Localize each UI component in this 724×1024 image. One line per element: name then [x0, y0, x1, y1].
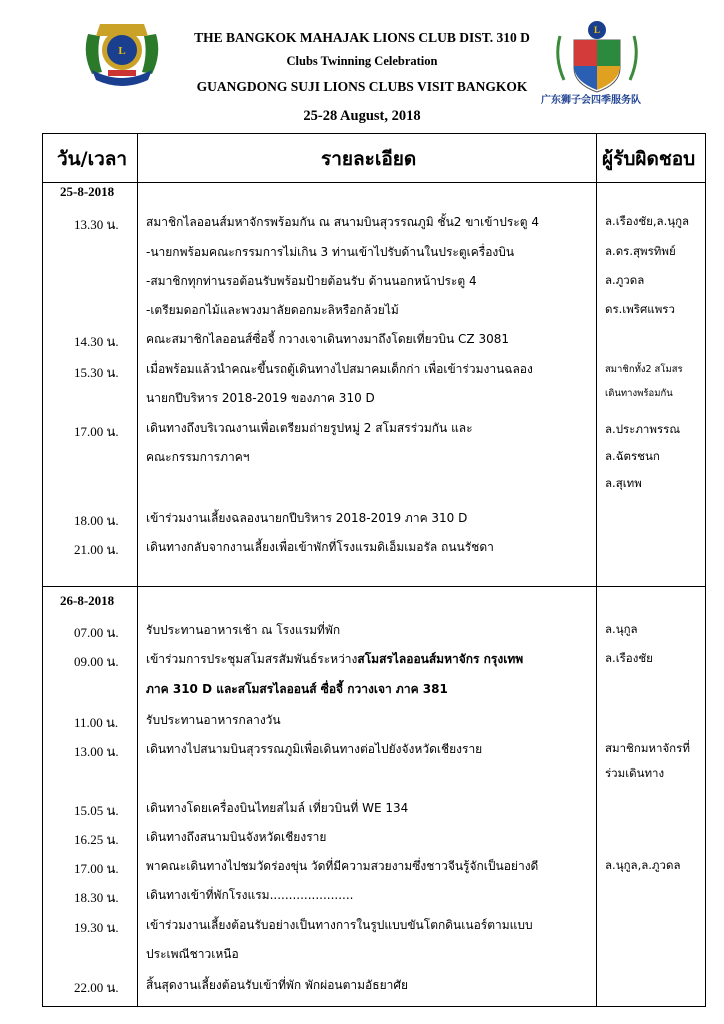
schedule-detail: นายกปีบริหาร 2018-2019 ของภาค 310 D: [146, 391, 375, 405]
day-date: 26-8-2018: [60, 593, 115, 608]
right-logo-caption: 广东狮子会四季服务队: [541, 95, 641, 106]
schedule-detail: เดินทางกลับจากงานเลี้ยงเพื่อเข้าพักที่โรงแรมดิเอ็มเมอรัล ถนนรัชดา: [146, 540, 494, 554]
event-dates: 25-28 August, 2018: [303, 108, 421, 124]
schedule-time: 14.30 น.: [74, 334, 119, 349]
visit-title: GUANGDONG SUJI LIONS CLUBS VISIT BANGKOK: [196, 79, 528, 94]
schedule-detail: เดินทางโดยเครื่องบินไทยสไมล์ เที่ยวบินที่ WE 134: [146, 801, 409, 815]
responsible-person: ล.ประภาพรรณ: [605, 422, 680, 436]
schedule-detail: พาคณะเดินทางไปชมวัดร่องขุ่น วัดที่มีความสวยงามซึ่งชาวจีนรู้จักเป็นอย่างดี: [146, 859, 539, 873]
table-day-divider: [43, 586, 705, 587]
svg-text:L: L: [118, 45, 126, 57]
column-header-responsible: ผู้รับผิดชอบ: [602, 148, 696, 170]
responsible-person: ดร.เพริศแพรว: [605, 302, 675, 316]
schedule-time: 13.30 น.: [74, 217, 119, 232]
responsible-person: ล.นุกูล: [605, 622, 638, 636]
schedule-detail: เดินทางเข้าที่พักโรงแรม......................: [146, 888, 354, 902]
schedule-detail-text: เข้าร่วมการประชุมสโมสรสัมพันธ์ระหว่าง: [146, 652, 358, 666]
responsible-person: สมาชิกมหาจักรที่: [605, 741, 690, 755]
schedule-detail: -นายกพร้อมคณะกรรมการไม่เกิน 3 ท่านเข้าไปรับด้านในประตูเครื่องบิน: [146, 245, 515, 259]
table-header-divider: [43, 182, 705, 183]
schedule-time: 19.30 น.: [74, 920, 119, 935]
schedule-detail: รับประทานอาหารกลางวัน: [146, 713, 281, 727]
schedule-time: 15.30 น.: [74, 365, 119, 380]
responsible-person: สมาชิกทั้ง2 สโมสร: [605, 364, 683, 375]
column-header-details: รายละเอียด: [321, 148, 417, 170]
schedule-detail: คณะกรรมการภาคฯ: [146, 450, 250, 464]
schedule-time: 15.05 น.: [74, 803, 119, 818]
schedule-time: 18.30 น.: [74, 890, 119, 905]
schedule-time: 09.00 น.: [74, 654, 119, 669]
club-title: THE BANGKOK MAHAJAK LIONS CLUB DIST. 310 D: [194, 30, 530, 45]
schedule-time: 16.25 น.: [74, 832, 119, 847]
schedule-detail: เมื่อพร้อมแล้วนำคณะขึ้นรถตู้เดินทางไปสมาคมเด็กก่า เพื่อเข้าร่วมงานฉลอง: [146, 362, 533, 376]
schedule-detail: เดินทางไปสนามบินสุวรรณภูมิเพื่อเดินทางต่อไปยังจังหวัดเชียงราย: [146, 742, 483, 756]
schedule-time: 22.00 น.: [74, 980, 119, 995]
schedule-detail: ประเพณีชาวเหนือ: [146, 947, 239, 961]
schedule-detail: คณะสมาชิกไลออนส์ซื่อจี้ กวางเจาเดินทางมาถึงโดยเที่ยวบิน CZ 3081: [146, 332, 510, 346]
schedule-detail: สมาชิกไลออนส์มหาจักรพร้อมกัน ณ สนามบินสุวรรณภูมิ ชั้น2 ขาเข้าประตู 4: [146, 215, 539, 229]
responsible-person: ล.ดร.สุพรทิพย์: [605, 244, 676, 258]
schedule-time: 11.00 น.: [74, 715, 119, 730]
responsible-person: ร่วมเดินทาง: [605, 766, 665, 780]
day-date: 25-8-2018: [60, 184, 115, 199]
svg-text:L: L: [593, 25, 601, 35]
schedule-time: 17.00 น.: [74, 861, 119, 876]
responsible-person: ล.ภูวดล: [605, 273, 645, 287]
event-subtitle: Clubs Twinning Celebration: [286, 54, 438, 68]
schedule-detail-emphasis: ภาค 310 D และสโมสรไลออนส์ ซื่อจี้ กวางเจา ภาค 381: [146, 682, 448, 696]
schedule-time: 17.00 น.: [74, 424, 119, 439]
schedule-detail: -สมาชิกทุกท่านรอต้อนรับพร้อมป้ายต้อนรับ ด้านนอกหน้าประตู 4: [146, 274, 477, 288]
schedule-detail: เดินทางถึงบริเวณงานเพื่อเตรียมถ่ายรูปหมู่ 2 สโมสรร่วมกัน และ: [146, 421, 473, 435]
schedule-detail: เข้าร่วมงานเลี้ยงต้อนรับอย่างเป็นทางการในรูปแบบขันโตกดินเนอร์ตามแบบ: [146, 918, 533, 932]
schedule-detail: -เตรียมดอกไม้และพวงมาลัยดอกมะลิหรือกล้วยไม้: [146, 303, 399, 317]
schedule-detail: รับประทานอาหารเช้า ณ โรงแรมที่พัก: [146, 623, 341, 637]
schedule-time: 18.00 น.: [74, 513, 119, 528]
table-column-divider: [596, 134, 597, 1006]
schedule-detail: [146, 680, 448, 699]
responsible-person: ล.ฉัตรชนก: [605, 449, 660, 463]
schedule-detail: เดินทางถึงสนามบินจังหวัดเชียงราย: [146, 830, 327, 844]
responsible-person: ล.สุเทพ: [605, 476, 642, 490]
schedule-detail-emphasis: สโมสรไลออนส์มหาจักร กรุงเทพ: [357, 652, 524, 666]
responsible-person: ล.เรืองชัย,ล.นุกูล: [605, 214, 690, 228]
column-header-datetime: วัน/เวลา: [57, 148, 128, 170]
responsible-person: ล.นุกูล,ล.ภูวดล: [605, 858, 681, 872]
schedule-detail: สิ้นสุดงานเลี้ยงต้อนรับเข้าที่พัก พักผ่อนตามอัธยาศัย: [146, 978, 409, 992]
schedule-detail: เข้าร่วมงานเลี้ยงฉลองนายกปีบริหาร 2018-2019 ภาค 310 D: [146, 511, 468, 525]
schedule-detail: [146, 650, 523, 669]
schedule-time: 13.00 น.: [74, 744, 119, 759]
responsible-person: ล.เรืองชัย: [605, 651, 653, 665]
table-column-divider: [137, 134, 138, 1006]
schedule-time: 07.00 น.: [74, 625, 119, 640]
schedule-time: 21.00 น.: [74, 542, 119, 557]
responsible-person: เดินทางพร้อมกัน: [605, 388, 673, 399]
